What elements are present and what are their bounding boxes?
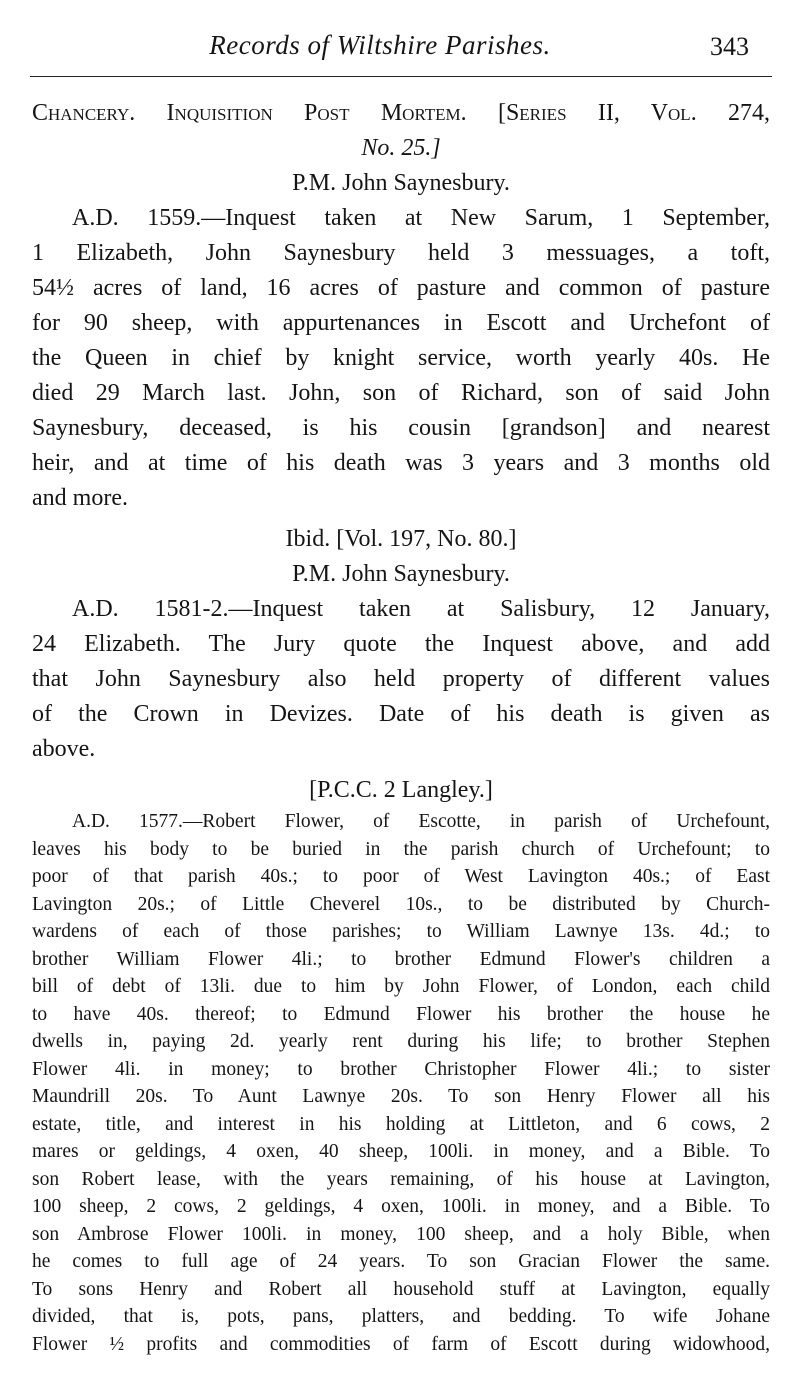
paragraph-line: for 90 sheep, with appurtenances in Escott and Urchefont of xyxy=(32,310,770,336)
paragraph-line: heir, and at time of his death was 3 years and 3 months old xyxy=(32,450,770,476)
entry-chancery-1559 xyxy=(32,96,770,516)
entry-heading: Chancery. Inquisition Post Mortem. [Series II, Vol. 274, xyxy=(32,100,770,126)
paragraph-line: mares or geldings, 4 oxen, 40 sheep, 100li. in money, and a Bible. To xyxy=(32,1141,770,1162)
paragraph-line: Maundrill 20s. To Aunt Lawnye 20s. To son Henry Flower all his xyxy=(32,1086,770,1107)
paragraph-line: Flower 4li. in money; to brother Christopher Flower 4li.; to sister xyxy=(32,1058,770,1080)
entry-ibid-1581 xyxy=(32,522,770,767)
paragraph-line: and more. xyxy=(32,485,128,511)
entry-heading: No. 25.] xyxy=(361,135,441,161)
paragraph-line: 24 Elizabeth. The Jury quote the Inquest above, and add xyxy=(32,631,770,657)
paragraph-line: he comes to full age of 24 years. To son Gracian Flower the same. xyxy=(32,1251,770,1272)
paragraph-line: the Queen in chief by knight service, worth yearly 40s. He xyxy=(32,345,770,371)
paragraph-line: above. xyxy=(32,736,96,762)
paragraph-line: to have 40s. thereof; to Edmund Flower his brother the house he xyxy=(32,1003,770,1025)
entry-heading: Ibid. [Vol. 197, No. 80.] xyxy=(285,526,517,552)
running-title: Records of Wiltshire Parishes. xyxy=(209,30,551,60)
paragraph-line: brother William Flower 4li.; to brother Edmund Flower's children a xyxy=(32,948,770,970)
page-header xyxy=(0,30,800,70)
entry-pcc-1577 xyxy=(32,773,770,1358)
paragraph-line: died 29 March last. John, son of Richard, son of said John xyxy=(32,380,770,406)
paragraph-line: estate, title, and interest in his holding at Littleton, and 6 cows, 2 xyxy=(32,1113,770,1135)
paragraph-line: A.D. 1559.—Inquest taken at New Sarum, 1 September, xyxy=(72,205,770,231)
page-body xyxy=(32,96,770,1358)
paragraph-line: 54½ acres of land, 16 acres of pasture and common of pasture xyxy=(32,275,770,301)
paragraph-line: leaves his body to be buried in the parish church of Urchefount; to xyxy=(32,838,770,860)
paragraph-line: of the Crown in Devizes. Date of his death is given as xyxy=(32,701,770,727)
paragraph-line: poor of that parish 40s.; to poor of West Lavington 40s.; of East xyxy=(32,866,770,887)
paragraph-line: To sons Henry and Robert all household stuff at Lavington, equally xyxy=(32,1278,770,1300)
header-rule xyxy=(30,76,772,77)
paragraph-line: Saynesbury, deceased, is his cousin [grandson] and nearest xyxy=(32,415,770,441)
paragraph-line: that John Saynesbury also held property of different values xyxy=(32,666,770,692)
paragraph-line: Flower ½ profits and commodities of farm of Escott during widowhood, xyxy=(32,1333,770,1355)
paragraph-line: son Robert lease, with the years remaining, of his house at Lavington, xyxy=(32,1168,770,1190)
paragraph-line: wardens of each of those parishes; to William Lawnye 13s. 4d.; to xyxy=(32,921,770,942)
entry-subject: P.M. John Saynesbury. xyxy=(292,170,510,196)
page-number: 343 xyxy=(710,32,749,61)
paragraph-line: A.D. 1581-2.—Inquest taken at Salisbury, 12 January, xyxy=(72,596,770,622)
paragraph-line: dwells in, paying 2d. yearly rent during his life; to brother Stephen xyxy=(32,1031,770,1052)
paragraph-line: son Ambrose Flower 100li. in money, 100 sheep, and a holy Bible, when xyxy=(32,1223,770,1245)
paragraph-line: 100 sheep, 2 cows, 2 geldings, 4 oxen, 100li. in money, and a Bible. To xyxy=(32,1196,770,1217)
entry-heading: [P.C.C. 2 Langley.] xyxy=(309,777,493,803)
entry-subject: P.M. John Saynesbury. xyxy=(292,561,510,587)
paragraph-line: 1 Elizabeth, John Saynesbury held 3 messuages, a toft, xyxy=(32,240,770,266)
paragraph-line: bill of debt of 13li. due to him by John Flower, of London, each child xyxy=(32,976,770,997)
paragraph-line: divided, that is, pots, pans, platters, and bedding. To wife Johane xyxy=(32,1306,770,1327)
paragraph-line: Lavington 20s.; of Little Cheverel 10s., to be distributed by Church- xyxy=(32,893,770,915)
paragraph-line: A.D. 1577.—Robert Flower, of Escotte, in parish of Urchefount, xyxy=(72,811,770,832)
